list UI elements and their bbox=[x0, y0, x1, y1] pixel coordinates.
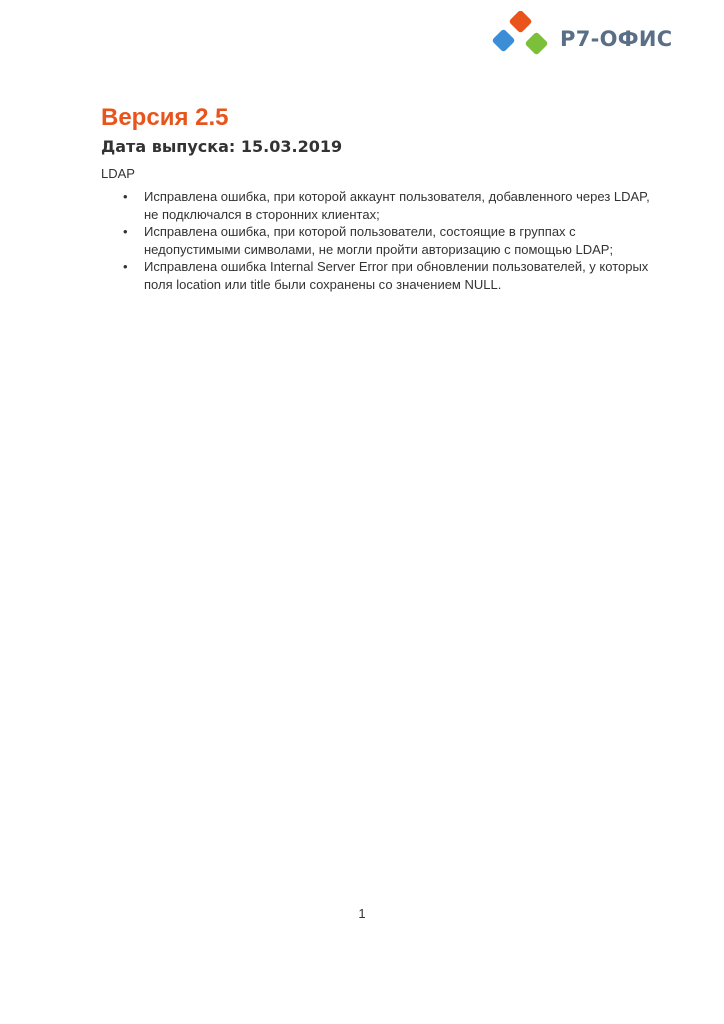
page-number: 1 bbox=[358, 906, 366, 921]
logo-diamonds-icon bbox=[490, 11, 550, 67]
changelog-list bbox=[101, 188, 676, 293]
list-item-line: Исправлена ошибка Internal Server Error при обновлении пользователей, у которых bbox=[144, 259, 649, 274]
logo-orange-diamond bbox=[508, 11, 532, 34]
release-date: Дата выпуска: 15.03.2019 bbox=[101, 137, 343, 156]
list-item-line: Исправлена ошибка, при которой пользователи, состоящие в группах с bbox=[144, 224, 576, 239]
list-item-line: недопустимыми символами, не могли пройти авторизацию с помощью LDAP; bbox=[144, 241, 614, 257]
list-item bbox=[101, 188, 676, 223]
list-item bbox=[101, 258, 676, 293]
bullet-icon: • bbox=[123, 189, 128, 204]
logo-blue-diamond bbox=[491, 28, 515, 52]
logo-text: Р7-ОФИС bbox=[560, 27, 673, 51]
company-logo bbox=[490, 10, 673, 68]
section-label-ldap: LDAP bbox=[101, 166, 135, 181]
list-item bbox=[101, 223, 676, 258]
version-title: Версия 2.5 bbox=[101, 104, 229, 131]
list-item-line: не подключался в сторонних клиентах; bbox=[144, 206, 380, 222]
bullet-icon: • bbox=[123, 259, 128, 274]
list-item-line: Исправлена ошибка, при которой аккаунт пользователя, добавленного через LDAP, bbox=[144, 189, 650, 204]
logo-green-diamond bbox=[524, 31, 548, 55]
bullet-icon: • bbox=[123, 224, 128, 239]
list-item-line: поля location или title были сохранены со значением NULL. bbox=[144, 276, 502, 292]
